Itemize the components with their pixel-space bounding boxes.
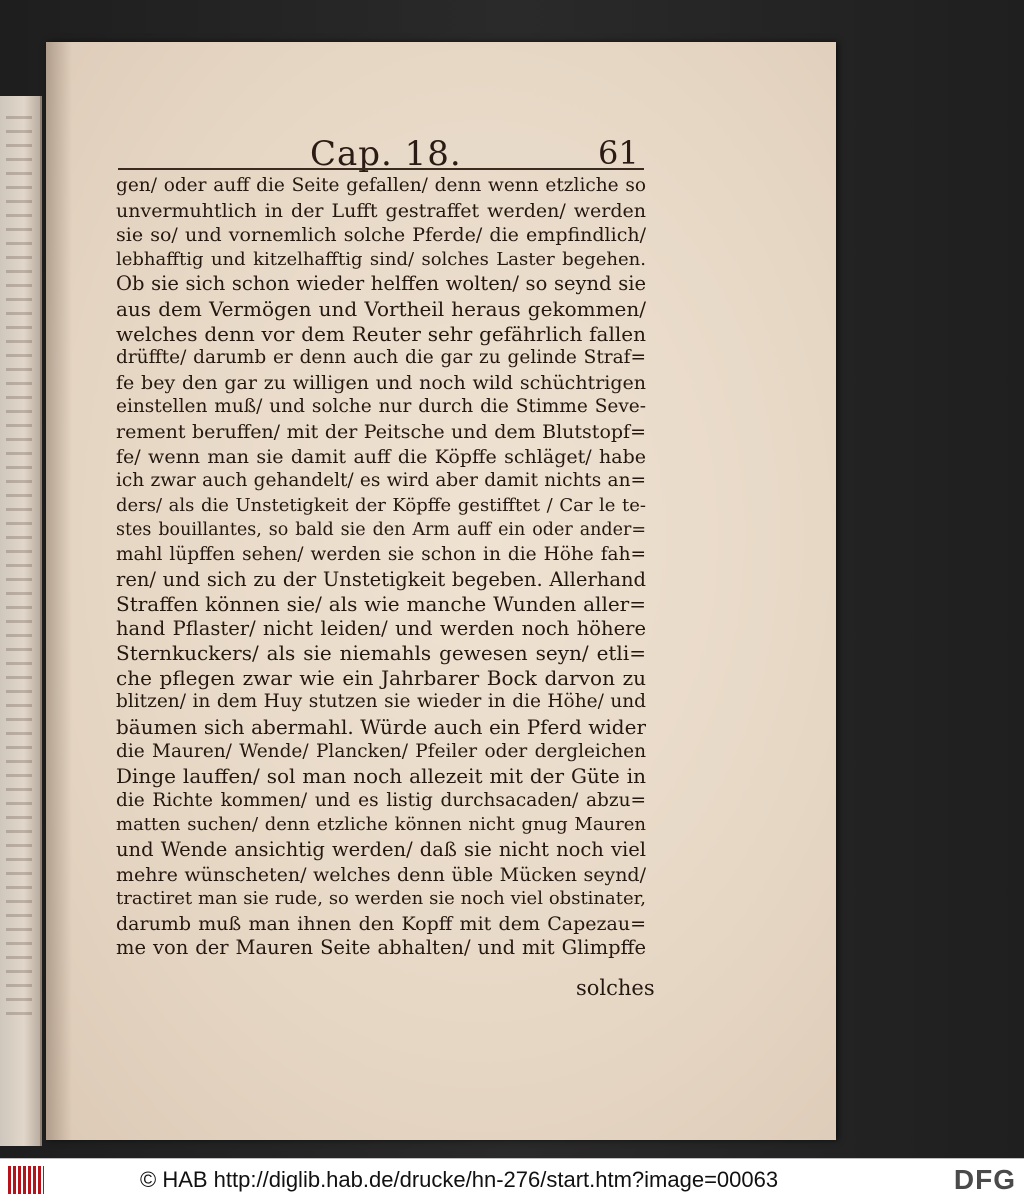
- text-line: mehre wünscheten/ welches denn üble Mücken seynd/: [116, 863, 646, 886]
- page-number: 61: [598, 134, 639, 172]
- binding-shadow: [46, 42, 72, 1140]
- catchword: solches: [576, 976, 655, 1000]
- text-line: Ob sie sich schon wieder helffen wolten/ so seynd sie: [116, 272, 646, 296]
- text-line: tractiret man sie rude, so werden sie noch viel obstinater,: [116, 888, 646, 910]
- head-rule: [118, 168, 644, 170]
- text-line: die Richte kommen/ und es listig durchsacaden/ abzu=: [116, 789, 646, 811]
- dfg-logo: DFG: [953, 1164, 1016, 1195]
- previous-page-text-edge: [6, 116, 32, 1016]
- text-line: stes bouillantes, so bald sie den Arm auff ein oder ander=: [116, 520, 646, 541]
- text-line: me von der Mauren Seite abhalten/ und mit Glimpffe: [116, 936, 646, 960]
- text-line: Sternkuckers/ als sie niemahls gewesen seyn/ etli=: [116, 641, 646, 666]
- text-line: fe/ wenn man sie damit auff die Köpffe schläget/ habe: [116, 445, 646, 468]
- running-head: Cap. 18.: [310, 134, 462, 174]
- text-line: ich zwar auch gehandelt/ es wird aber damit nichts an=: [116, 470, 646, 492]
- copyright-url[interactable]: © HAB http://diglib.hab.de/drucke/hn-276/start.htm?image=00063: [140, 1167, 779, 1192]
- text-line: einstellen muß/ und solche nur durch die Stimme Seve-: [116, 396, 646, 418]
- text-line: die Mauren/ Wende/ Plancken/ Pfeiler oder dergleichen: [116, 740, 646, 762]
- hab-logo-icon: [8, 1166, 44, 1194]
- text-line: sie so/ und vornemlich solche Pferde/ die empfindlich/: [116, 224, 646, 247]
- text-line: fe bey den gar zu willigen und noch wild schüchtrigen: [116, 371, 646, 394]
- book-page: [46, 42, 836, 1140]
- text-line: ders/ als die Unstetigkeit der Köpffe gestifftet / Car le te-: [116, 494, 646, 516]
- text-line: gen/ oder auff die Seite gefallen/ denn wenn etzliche so: [116, 175, 646, 196]
- text-line: aus dem Vermögen und Vortheil heraus gekommen/: [116, 296, 646, 321]
- text-line: bäumen sich abermahl. Würde auch ein Pferd wider: [116, 715, 646, 740]
- text-line: ren/ und sich zu der Unstetigkeit begeben. Allerhand: [116, 567, 646, 591]
- body-text: [116, 174, 646, 961]
- text-line: hand Pflaster/ nicht leiden/ und werden noch höhere: [116, 616, 646, 640]
- text-line: und Wende ansichtig werden/ daß sie nicht noch viel: [116, 838, 646, 862]
- text-line: Straffen können sie/ als wie manche Wunden aller=: [116, 592, 646, 617]
- text-line: mahl lüpffen sehen/ werden sie schon in die Höhe fah=: [116, 543, 646, 565]
- text-line: unvermuhtlich in der Lufft gestraffet werden/ werden: [116, 199, 646, 222]
- text-line: che pflegen zwar wie ein Jahrbarer Bock darvon zu: [116, 665, 646, 690]
- text-line: Dinge lauffen/ sol man noch allezeit mit der Güte in: [116, 764, 646, 789]
- text-line: welches denn vor dem Reuter sehr gefährlich fallen: [116, 321, 646, 346]
- previous-page-edge: [0, 96, 42, 1146]
- text-line: rement beruffen/ mit der Peitsche und dem Blutstopf=: [116, 420, 646, 443]
- footer-bar: [0, 1158, 1024, 1200]
- text-line: blitzen/ in dem Huy stutzen sie wieder in die Höhe/ und: [116, 691, 646, 713]
- text-line: drüffte/ darumb er denn auch die gar zu gelinde Straf=: [116, 347, 646, 369]
- text-line: lebhafftig und kitzelhafftig sind/ solches Laster begehen.: [116, 248, 646, 270]
- text-line: darumb muß man ihnen den Kopff mit dem Capezau=: [116, 912, 646, 935]
- text-line: matten suchen/ denn etzliche können nicht gnug Mauren: [116, 814, 646, 836]
